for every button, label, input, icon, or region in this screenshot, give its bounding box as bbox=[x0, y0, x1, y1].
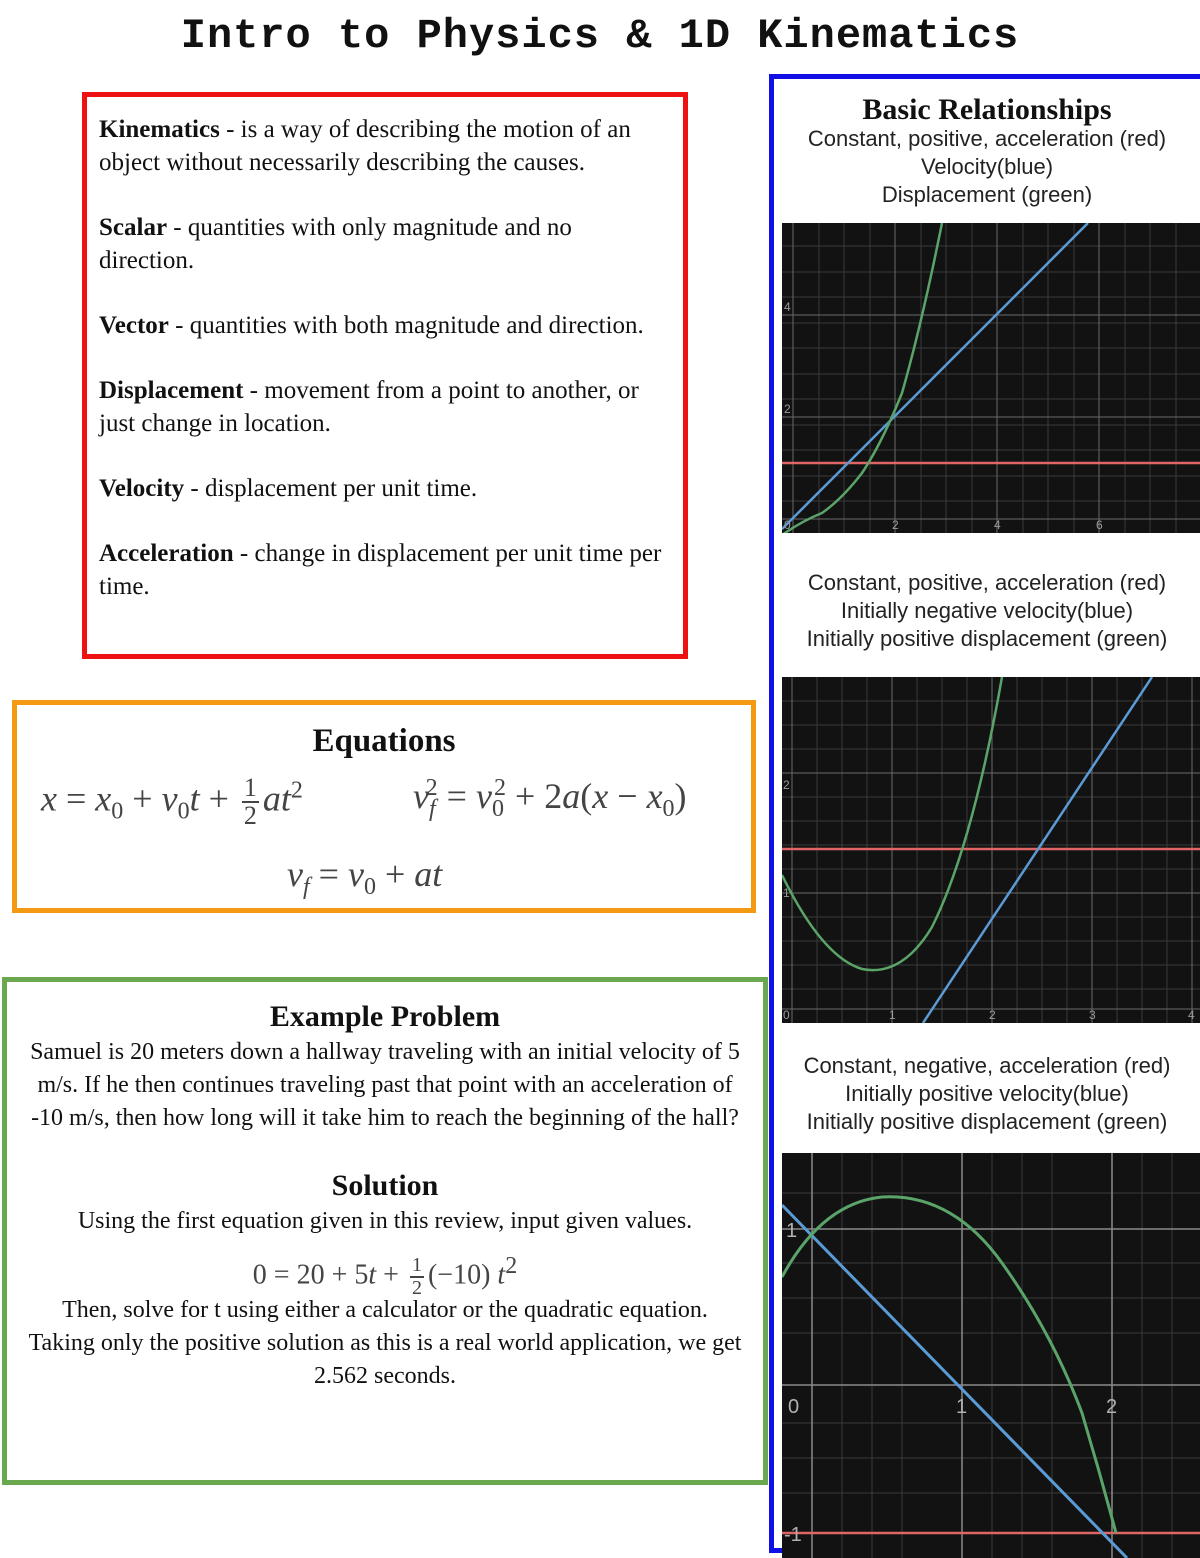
definition-text: - quantities with only magnitude and no direction. bbox=[99, 214, 572, 274]
graph-1-x-tick: 2 bbox=[892, 518, 899, 532]
graph-3-x-tick: 2 bbox=[1106, 1396, 1118, 1418]
definition-text: - is a way of describing the motion of an object without necessarily describing the causes. bbox=[99, 116, 631, 176]
velocity-equation: $v_f = v_0$ + at bbox=[287, 854, 443, 901]
caption-line: Constant, positive, acceleration (red) bbox=[807, 570, 1167, 595]
definition-acceleration bbox=[99, 537, 671, 603]
equations-title: Equations bbox=[312, 723, 456, 759]
page-title: Intro to Physics & 1D Kinematics bbox=[180, 12, 1020, 60]
graph-1-y-tick: 2 bbox=[784, 402, 791, 416]
caption-line: Initially positive displacement (green) bbox=[806, 626, 1168, 651]
example-title: Example Problem bbox=[269, 1000, 501, 1033]
definition-term: Vector bbox=[99, 312, 169, 339]
relationships-box bbox=[769, 74, 1200, 1553]
definition-text: - change in displacement per unit time per time. bbox=[99, 540, 662, 600]
graph-1-x-tick: 6 bbox=[1096, 518, 1103, 532]
graph-2-origin-label: 0 bbox=[783, 1008, 790, 1022]
graph-1-plot bbox=[782, 223, 1200, 533]
graph-2-y-tick: 1 bbox=[783, 886, 790, 900]
graph-1-caption bbox=[774, 125, 1200, 209]
graph-2-y-tick: 2 bbox=[783, 778, 790, 792]
graph-3-velocity-line bbox=[782, 1205, 1127, 1558]
definition-term: Acceleration bbox=[99, 540, 234, 567]
graph-1-origin-label: 0 bbox=[784, 518, 791, 532]
solution-title: Solution bbox=[331, 1169, 439, 1202]
equations-box bbox=[12, 700, 756, 913]
graph-3-displacement-curve bbox=[782, 1197, 1116, 1533]
solution-result: Taking only the positive solution as this is a real world application, we get 2.562 seconds. bbox=[28, 1330, 742, 1389]
caption-line: Constant, positive, acceleration (red) bbox=[807, 126, 1167, 151]
definition-text: - movement from a point to another, or just change in location. bbox=[99, 377, 639, 437]
caption-line: Initially positive velocity(blue) bbox=[845, 1081, 1129, 1106]
graph-2-x-tick: 3 bbox=[1089, 1008, 1096, 1022]
graph-2-x-tick: 2 bbox=[989, 1008, 996, 1022]
graph-2 bbox=[782, 677, 1200, 1023]
example-box bbox=[2, 977, 768, 1485]
definition-displacement bbox=[99, 374, 671, 440]
velocity-squared-equation: $v_f^2 = v_0^2 + 2a(x - x_0)$ bbox=[413, 775, 687, 823]
definition-text: - displacement per unit time. bbox=[184, 475, 478, 502]
graph-1-x-tick: 4 bbox=[994, 518, 1001, 532]
definition-term: Scalar bbox=[99, 214, 168, 241]
caption-line: Velocity(blue) bbox=[920, 154, 1054, 179]
caption-line: Initially negative velocity(blue) bbox=[840, 598, 1134, 623]
graph-1-displacement-curve bbox=[782, 223, 942, 533]
definition-velocity bbox=[99, 472, 671, 505]
graph-1-velocity-line bbox=[782, 223, 1088, 529]
graph-3-caption bbox=[774, 1052, 1200, 1136]
graph-3-y-tick: -1 bbox=[784, 1524, 802, 1546]
definition-text: - quantities with both magnitude and direction. bbox=[168, 312, 644, 339]
definition-term: Displacement bbox=[99, 377, 244, 404]
example-problem: Samuel is 20 meters down a hallway traveling with an initial velocity of 5 m/s. If he then continues traveling past that point with an acceleration of -10 m/s, then how long will it take him to reach the beginning of the hall? bbox=[30, 1039, 740, 1131]
graph-2-caption bbox=[774, 569, 1200, 653]
definition-term: Velocity bbox=[99, 475, 185, 502]
solution-equation: 0 = 20 + 5t + $\frac{1}{2}$ (−10) $t^2$ bbox=[252, 1253, 518, 1299]
graph-2-plot bbox=[782, 677, 1200, 1023]
graph-1 bbox=[782, 223, 1200, 533]
caption-line: Displacement (green) bbox=[881, 182, 1093, 207]
definition-kinematics bbox=[99, 113, 671, 179]
graph-3-y-tick: 1 bbox=[786, 1220, 798, 1242]
graph-2-x-tick: 1 bbox=[889, 1008, 896, 1022]
position-equation: $x = x_0 + v_0t$ + $\frac{1}{2}$ $at^2$ bbox=[41, 773, 303, 830]
solution-step: Then, solve for t using either a calculator or the quadratic equation. bbox=[62, 1297, 708, 1323]
graph-3-origin-label: 0 bbox=[788, 1396, 800, 1418]
caption-line: Initially positive displacement (green) bbox=[806, 1109, 1168, 1134]
graph-3-plot bbox=[782, 1153, 1200, 1558]
definitions-box bbox=[82, 92, 688, 659]
graph-2-x-tick: 4 bbox=[1188, 1008, 1195, 1022]
caption-line: Constant, negative, acceleration (red) bbox=[803, 1053, 1171, 1078]
definition-scalar bbox=[99, 211, 671, 277]
definition-term: Kinematics bbox=[99, 116, 220, 143]
relationships-title: Basic Relationships bbox=[862, 93, 1112, 126]
definition-vector bbox=[99, 309, 671, 342]
graph-1-y-tick: 4 bbox=[784, 300, 791, 314]
graph-3-x-tick: 1 bbox=[956, 1396, 968, 1418]
graph-3 bbox=[782, 1153, 1200, 1558]
solution-intro: Using the first equation given in this review, input given values. bbox=[77, 1208, 693, 1234]
